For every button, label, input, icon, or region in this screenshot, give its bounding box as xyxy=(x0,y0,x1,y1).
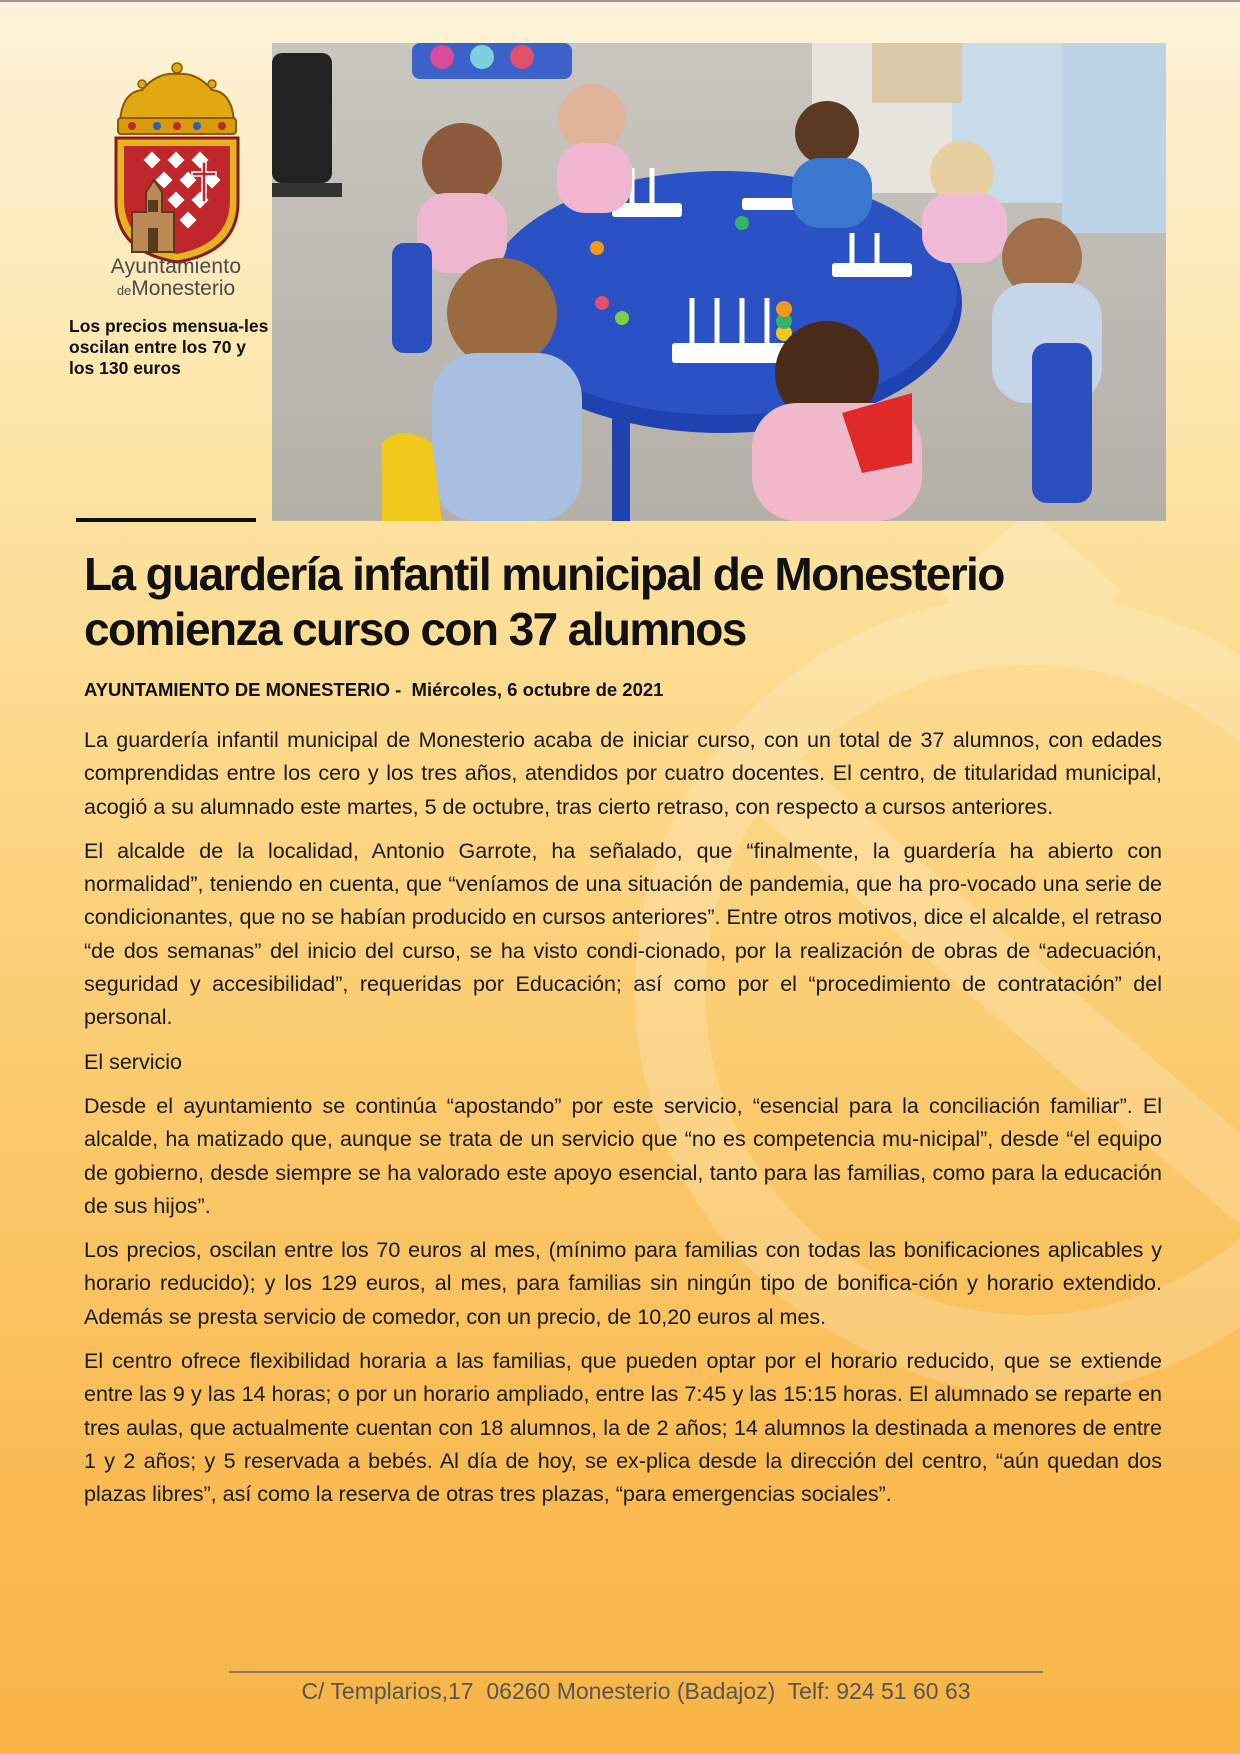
logo-text-de: de xyxy=(116,283,132,298)
logo-text-town: Monesterio xyxy=(131,277,236,300)
top-border xyxy=(0,0,1240,2)
article-paragraph: El centro ofrece flexibilidad horaria a las familias, que pueden optar por el horario reducido, que se extiende entre las 9 y las 14 horas; o por un horario ampliado, entre las 7:45 y las 15:15 horas. El alumnado se reparte en tres aulas, que actualmente cuentan con 18 alumnos, la de 2 años; 14 alumnos la destinada a menores de entre 1 y 2 años; y 5 reservada a bebés. Al día de hoy, se ex-plica desde la dirección del centro, “aún quedan dos plazas libres”, así como la reserva de otras tres plazas, “para emergencias sociales”. xyxy=(84,1349,1162,1507)
logo-text-ayuntamiento: Ayuntamiento xyxy=(110,255,242,278)
article-byline: AYUNTAMIENTO DE MONESTERIO - Miércoles, 6 octubre de 2021 xyxy=(84,679,664,700)
logo-text-monesterio xyxy=(96,277,256,301)
price-sidenote: Los precios mensua-les oscilan entre los 70 y los 130 euros xyxy=(69,316,269,378)
article-paragraph: Los precios, oscilan entre los 70 euros al mes, (mínimo para familias con todas las bonificaciones aplicables y horario reducido); y los 129 euros, al mes, para familias sin ningún tipo de bonifica-ción y horario extendido. Además se presta servicio de comedor, con un precio, de 10,20 euros al mes. xyxy=(84,1238,1162,1329)
article-paragraph: Desde el ayuntamiento se continúa “apostando” por este servicio, “esencial para la conciliación familiar”. El alcalde, ha matizado que, aunque se trata de un servicio que “no es competencia mu-nicipal”, desde “el equipo de gobierno, desde siempre se ha valorado este apoyo esencial, tanto para las familias, como para la educación de sus hijos”. xyxy=(84,1093,1162,1218)
article-paragraph: La guardería infantil municipal de Monesterio acaba de iniciar curso, con un total de 37 alumnos, con edades comprendidas entre los cero y los tres años, atendidos por cuatro docentes. El centro, de titularidad municipal, acogió a su alumnado este martes, 5 de octubre, tras cierto retraso, con respecto a cursos anteriores. xyxy=(84,728,1162,819)
footer-address: C/ Templarios,17 06260 Monesterio (Badajoz) Telf: 924 51 60 63 xyxy=(301,1678,971,1704)
classroom-photo xyxy=(272,43,1166,521)
article-body xyxy=(84,724,1162,1523)
sidenote-rule xyxy=(76,518,256,522)
classroom-photo-icon xyxy=(272,43,1166,521)
footer-rule xyxy=(229,1671,1043,1673)
article-subheading: El servicio xyxy=(84,1049,182,1074)
article-title: La guardería infantil municipal de Monesterio comienza curso con 37 alumnos xyxy=(84,548,1004,655)
article-paragraph: El alcalde de la localidad, Antonio Garrote, ha señalado, que “finalmente, la guardería ha abierto con normalidad”, teniendo en cuenta, que “veníamos de una situación de pandemia, que ha pro-vocado una serie de condicionantes, que no se habían producido en cursos anteriores”. Entre otros motivos, dice el alcalde, el retraso “de dos semanas” del inicio del curso, se ha visto condi-cionado, por la realización de obras de “adecuación, seguridad y accesibilidad”, requeridas por Educación; así como por el “procedimiento de contratación” del personal. xyxy=(84,838,1162,1030)
